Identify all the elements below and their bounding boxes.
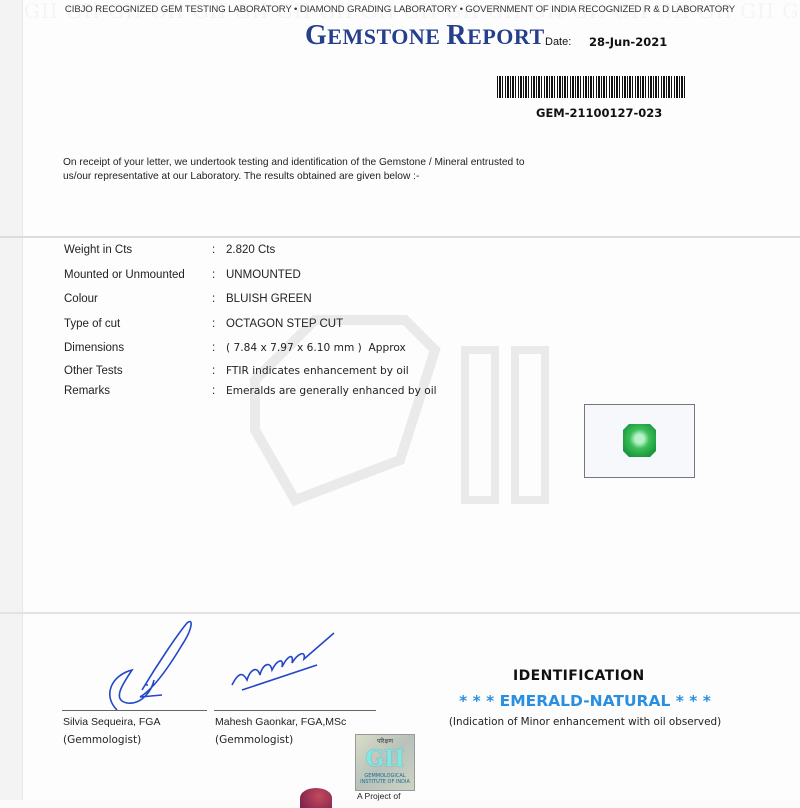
detail-separator: : <box>212 269 216 281</box>
detail-row-weight <box>64 244 484 262</box>
detail-label: Other Tests <box>64 365 123 377</box>
partner-logo-icon <box>300 788 332 808</box>
detail-separator: : <box>212 342 216 354</box>
detail-value: 2.820 Cts <box>226 244 276 256</box>
gii-hologram-seal <box>355 734 415 791</box>
title-word: EMSTONE <box>327 24 441 49</box>
signature-line <box>214 710 376 711</box>
detail-label: Weight in Cts <box>64 244 133 256</box>
signatory-name: Silvia Sequeira, FGA <box>63 716 161 728</box>
project-of-label: A Project of <box>357 791 401 801</box>
barcode-icon <box>497 76 687 98</box>
signatory-role: (Gemmologist) <box>63 734 142 746</box>
title-initial: G <box>305 20 328 51</box>
signatory-name: Mahesh Gaonkar, FGA,MSc <box>215 716 347 728</box>
detail-label: Remarks <box>64 385 111 397</box>
emerald-gem-icon <box>623 424 656 457</box>
title-word: EPORT <box>467 24 545 49</box>
paper-fold-line <box>0 236 800 238</box>
signature-mahesh-gaonkar-icon <box>222 625 342 705</box>
detail-value: Emeralds are generally enhanced by oil <box>226 385 437 397</box>
seal-sub-text: GEMMOLOGICAL INSTITUTE OF INDIA <box>360 773 410 785</box>
scan-left-edge <box>0 0 23 800</box>
gii-watermark-logo-icon <box>235 310 565 510</box>
detail-label: Type of cut <box>64 318 121 330</box>
detail-value: BLUISH GREEN <box>226 293 312 305</box>
detail-label: Dimensions <box>64 342 125 354</box>
date-label: Date: <box>545 36 572 48</box>
intro-paragraph: On receipt of your letter, we undertook testing and identification of the Gemstone / Mineral entrusted to us/our representative at our Laboratory. The results obtained are given below :- <box>63 157 525 182</box>
signatory-role: (Gemmologist) <box>215 734 294 746</box>
accreditation-line: CIBJO RECOGNIZED GEM TESTING LABORATORY • DIAMOND GRADING LABORATORY • GOVERNMENT OF INDIA RECOGNIZED R & D LABORATORY <box>64 4 736 15</box>
detail-label: Mounted or Unmounted <box>64 269 185 281</box>
identification-note: (Indication of Minor enhancement with oil observed) <box>448 716 722 728</box>
detail-value: ( 7.84 x 7.97 x 6.10 mm ) Approx <box>226 342 406 354</box>
paper-fold-line <box>0 612 800 614</box>
detail-label: Colour <box>64 293 98 305</box>
detail-row-cut <box>64 318 484 336</box>
detail-separator: : <box>212 365 216 377</box>
signature-silvia-sequeira-icon <box>82 615 202 715</box>
page-title <box>305 20 545 52</box>
detail-separator: : <box>212 385 216 397</box>
seal-top-text: परिक्षण <box>376 738 394 745</box>
gii-logo-icon: GII <box>365 746 405 772</box>
date-value: 28-Jun-2021 <box>589 35 668 49</box>
detail-separator: : <box>212 318 216 330</box>
detail-row-colour <box>64 293 484 311</box>
identification-heading: IDENTIFICATION <box>513 668 645 684</box>
detail-value: UNMOUNTED <box>226 269 301 281</box>
signature-line <box>62 710 207 711</box>
detail-row-remarks <box>64 385 484 403</box>
detail-row-mounting <box>64 269 484 287</box>
title-initial: R <box>446 20 468 51</box>
identification-result: * * * EMERALD-NATURAL * * * <box>459 692 711 710</box>
detail-value: OCTAGON STEP CUT <box>226 318 344 330</box>
detail-separator: : <box>212 293 216 305</box>
detail-value: FTIR indicates enhancement by oil <box>226 365 409 377</box>
detail-row-other-tests <box>64 365 484 383</box>
gem-photo <box>584 404 695 478</box>
report-number: GEM-21100127-023 <box>536 106 663 120</box>
detail-separator: : <box>212 244 216 256</box>
detail-row-dimensions <box>64 342 484 360</box>
